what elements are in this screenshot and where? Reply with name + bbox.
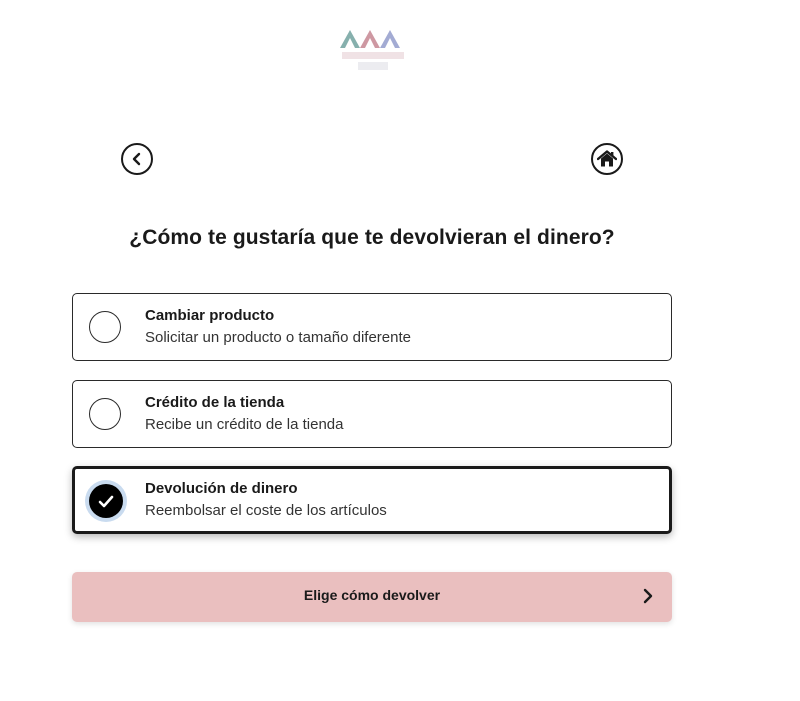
home-icon bbox=[597, 150, 617, 168]
radio-button[interactable] bbox=[89, 398, 121, 430]
checkmark-icon bbox=[98, 495, 114, 508]
chevron-left-icon bbox=[130, 152, 144, 166]
radio-button-checked[interactable] bbox=[89, 484, 123, 518]
option-text bbox=[145, 306, 411, 350]
option-store-credit[interactable] bbox=[72, 380, 672, 448]
option-description: Solicitar un producto o tamaño diferente bbox=[145, 329, 411, 346]
option-text bbox=[145, 479, 387, 523]
option-change-product[interactable] bbox=[72, 293, 672, 361]
radio-button[interactable] bbox=[89, 311, 121, 343]
brand-logo-icon bbox=[336, 24, 412, 76]
home-button[interactable] bbox=[591, 143, 623, 175]
option-description: Recibe un crédito de la tienda bbox=[145, 416, 344, 433]
option-description: Reembolsar el coste de los artículos bbox=[145, 502, 387, 519]
option-title: Devolución de dinero bbox=[145, 480, 298, 497]
option-text bbox=[145, 393, 343, 437]
chevron-right-icon bbox=[642, 588, 654, 604]
page-question: ¿Cómo te gustaría que te devolvieran el dinero? bbox=[129, 226, 615, 249]
back-button[interactable] bbox=[121, 143, 153, 175]
choose-return-button[interactable] bbox=[72, 572, 672, 622]
choose-return-button-label: Elige cómo devolver bbox=[303, 587, 441, 603]
option-title: Crédito de la tienda bbox=[145, 394, 285, 411]
option-title: Cambiar producto bbox=[145, 307, 275, 324]
option-refund[interactable] bbox=[72, 466, 672, 534]
